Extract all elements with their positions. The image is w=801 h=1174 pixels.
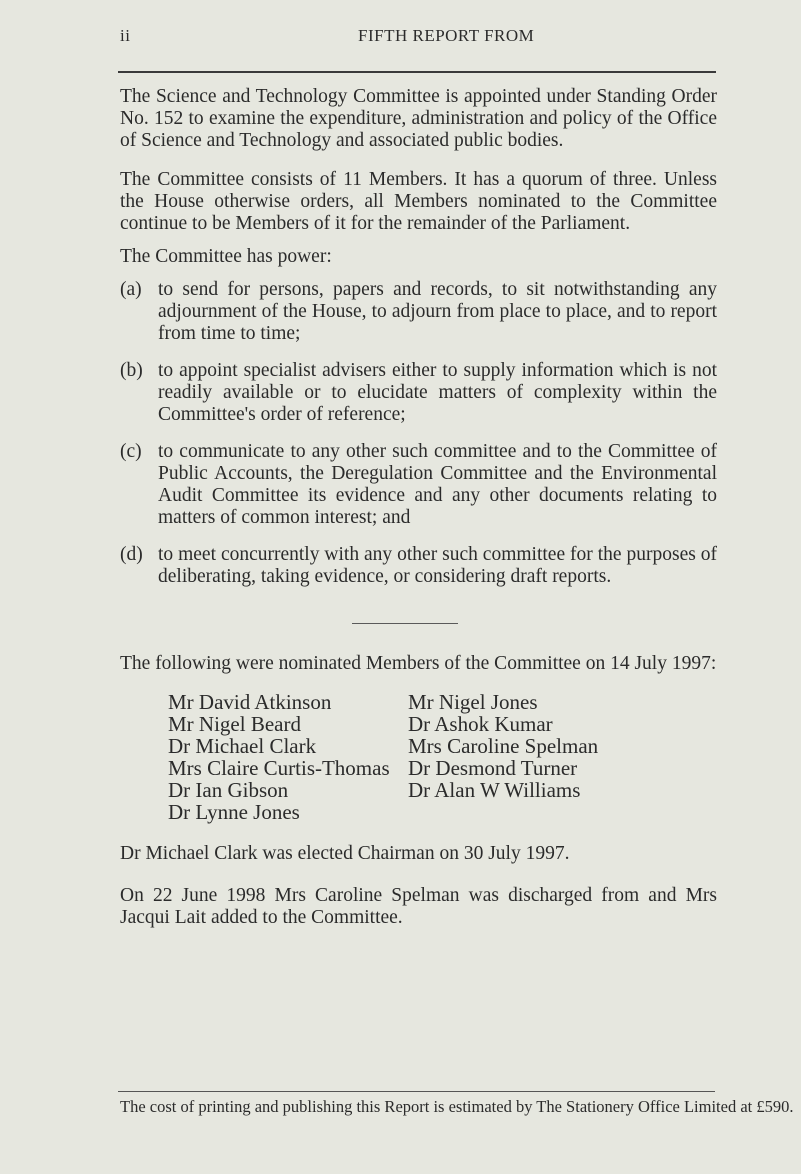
paragraph-discharged: On 22 June 1998 Mrs Caroline Spelman was discharged from and Mrs Jacqui Lait added to the Committee. bbox=[120, 885, 717, 928]
members-column-left bbox=[168, 691, 408, 823]
power-text: to communicate to any other such committee and to the Committee of Public Accounts, the Deregulation Committee and the Environmental Audit Committee its evidence and any other documents relating to matters of common interest; and bbox=[158, 441, 717, 528]
header-title: FIFTH REPORT FROM bbox=[358, 26, 535, 45]
power-label: (a) bbox=[120, 279, 142, 300]
footer-cost-note: The cost of printing and publishing this Report is estimated by The Stationery Office Limited at £590. bbox=[120, 1097, 794, 1116]
member-name: Mrs Caroline Spelman bbox=[408, 734, 599, 758]
member-name: Mr Nigel Jones bbox=[408, 690, 538, 714]
members-column-right bbox=[408, 691, 668, 823]
power-text: to meet concurrently with any other such committee for the purposes of deliberating, taking evidence, or considering draft reports. bbox=[158, 544, 717, 587]
section-divider bbox=[352, 623, 458, 624]
main-content bbox=[120, 86, 717, 929]
members-list bbox=[168, 691, 717, 823]
member-name: Dr Ashok Kumar bbox=[408, 712, 553, 736]
powers-list bbox=[120, 279, 717, 588]
paragraph-membership: The Committee consists of 11 Members. It has a quorum of three. Unless the House otherwise orders, all Members nominated to the Committee continue to be Members of it for the remainder of the Parliament. bbox=[120, 169, 717, 234]
running-header bbox=[120, 26, 720, 52]
member-name: Dr Ian Gibson bbox=[168, 778, 289, 802]
member-name: Mr Nigel Beard bbox=[168, 712, 301, 736]
power-item bbox=[120, 279, 717, 345]
member-name: Dr Michael Clark bbox=[168, 734, 317, 758]
page-number: ii bbox=[120, 26, 131, 45]
power-label: (c) bbox=[120, 441, 142, 462]
footer-rule bbox=[118, 1091, 715, 1092]
paragraph-chairman: Dr Michael Clark was elected Chairman on 30 July 1997. bbox=[120, 843, 570, 864]
member-name: Dr Desmond Turner bbox=[408, 756, 578, 780]
power-label: (d) bbox=[120, 544, 143, 565]
member-name: Mr David Atkinson bbox=[168, 690, 332, 714]
paragraph-nominated-intro: The following were nominated Members of the Committee on 14 July 1997: bbox=[120, 653, 717, 674]
paragraph-power-intro: The Committee has power: bbox=[120, 246, 332, 267]
power-text: to appoint specialist advisers either to supply information which is not readily available or to elucidate matters of complexity within the Committee's order of reference; bbox=[158, 360, 717, 425]
member-name: Dr Lynne Jones bbox=[168, 800, 300, 824]
member-name: Dr Alan W Williams bbox=[408, 778, 581, 802]
power-item bbox=[120, 544, 717, 588]
power-item bbox=[120, 441, 717, 529]
header-rule bbox=[118, 71, 716, 73]
paragraph-intro: The Science and Technology Committee is appointed under Standing Order No. 152 to examine the expenditure, administration and policy of the Office of Science and Technology and associated public bodies. bbox=[120, 86, 717, 151]
member-name: Mrs Claire Curtis-Thomas bbox=[168, 756, 390, 780]
power-text: to send for persons, papers and records, to sit notwithstanding any adjournment of the House, to adjourn from place to place, and to report from time to time; bbox=[158, 279, 717, 344]
power-label: (b) bbox=[120, 360, 143, 381]
power-item bbox=[120, 360, 717, 426]
